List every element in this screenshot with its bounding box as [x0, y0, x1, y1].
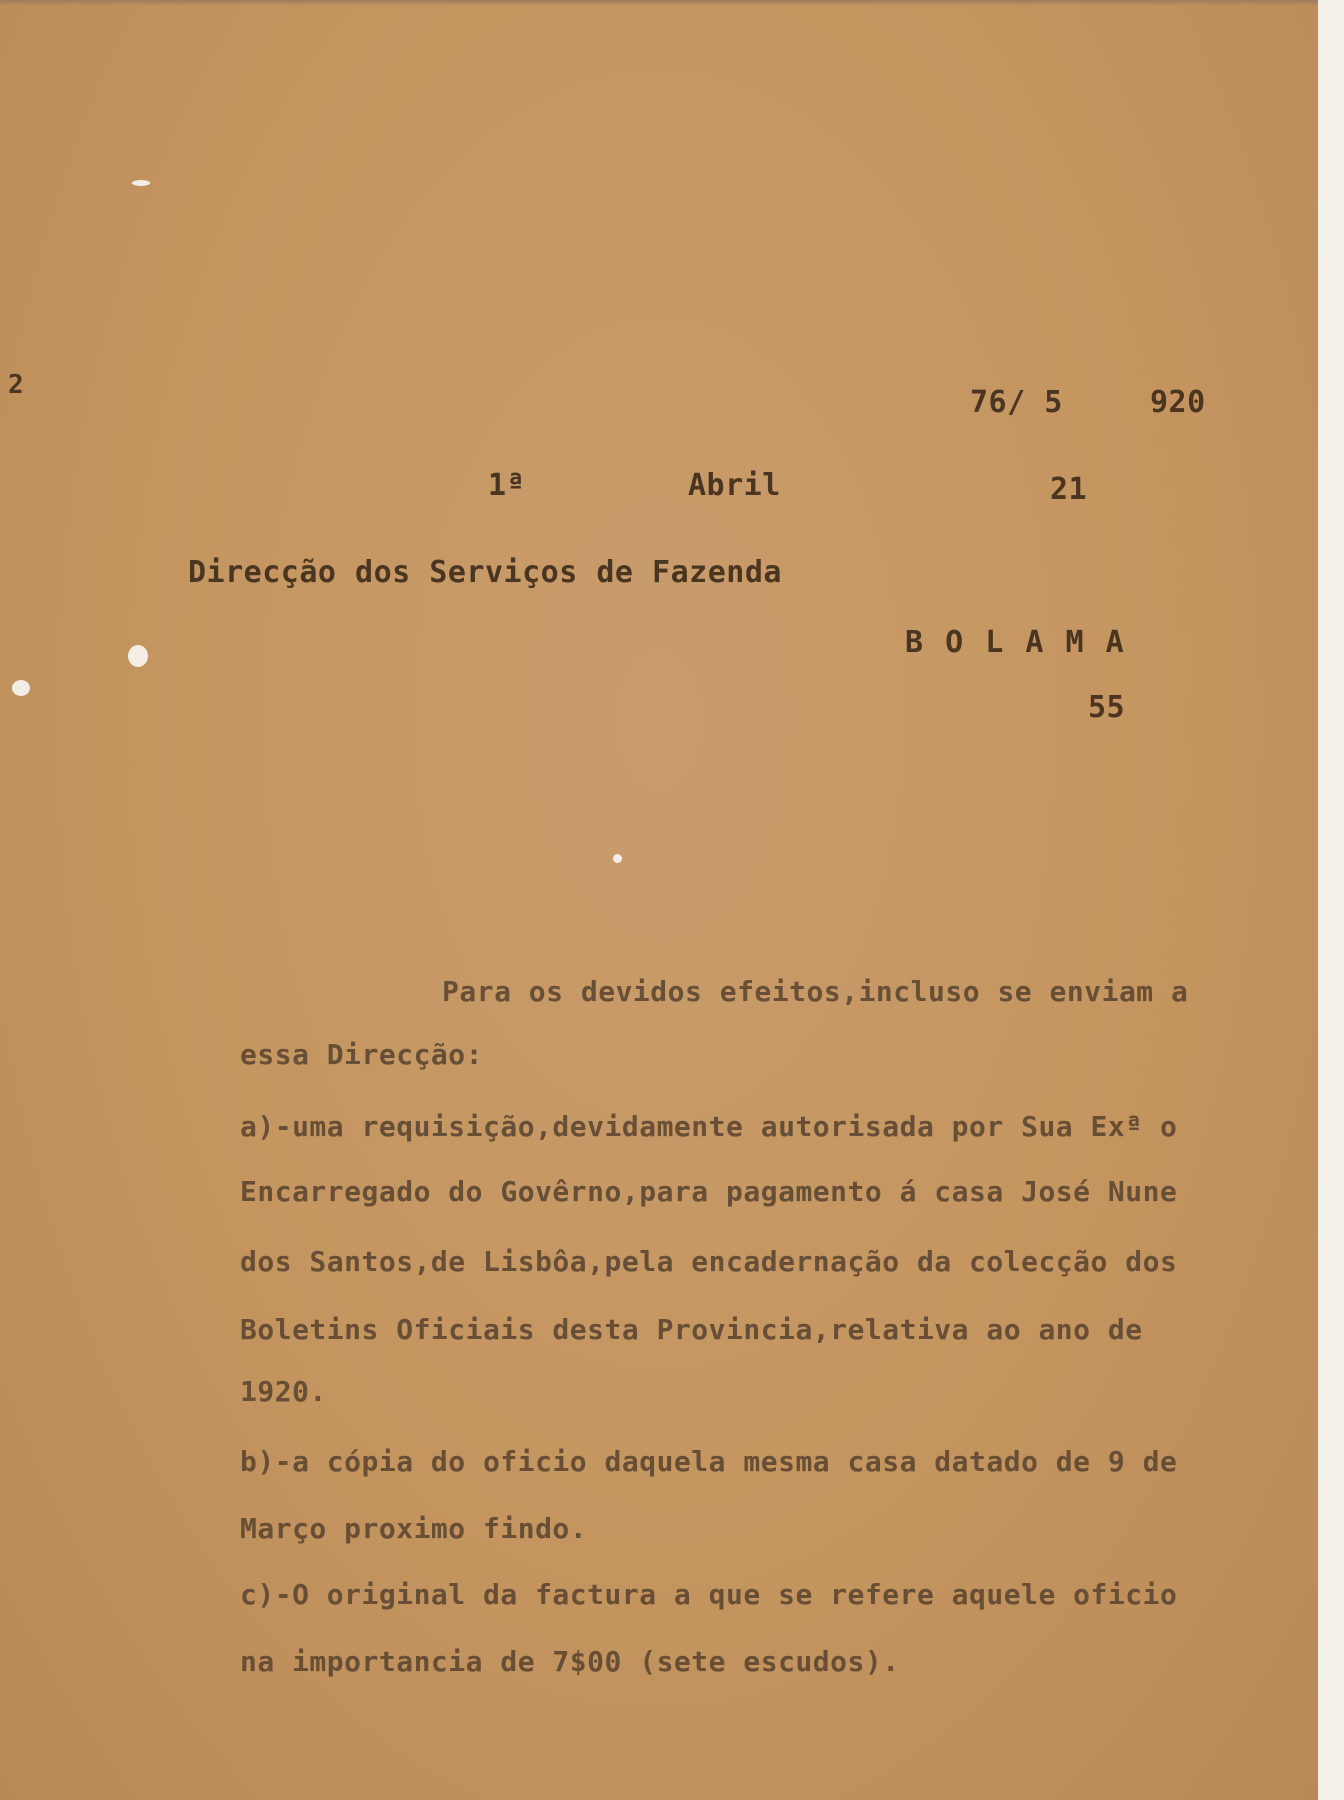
- body-line: c)-O original da factura a que se refere aquele oficio: [240, 1578, 1178, 1611]
- body-line: Para os devidos efeitos,incluso se enviam a: [442, 975, 1189, 1008]
- date-ordinal: 1ª: [488, 468, 526, 503]
- body-line: a)-uma requisição,devidamente autorisada por Sua Exª o: [240, 1110, 1178, 1143]
- body-line: Março proximo findo.: [240, 1512, 588, 1545]
- paper-speck: [613, 854, 622, 863]
- date-month: Abril: [688, 468, 781, 503]
- date-day: 21: [1050, 472, 1088, 507]
- addressee-number: 55: [1088, 690, 1126, 725]
- body-line: Encarregado do Govêrno,para pagamento á casa José Nune: [240, 1175, 1178, 1208]
- body-line: b)-a cópia do oficio daquela mesma casa datado de 9 de: [240, 1445, 1178, 1478]
- margin-number: 2: [8, 370, 25, 400]
- body-line: dos Santos,de Lisbôa,pela encadernação da colecção dos: [240, 1245, 1178, 1278]
- paper-speck: [132, 180, 150, 186]
- year-suffix: 920: [1150, 385, 1206, 420]
- addressee-name: Direcção dos Serviços de Fazenda: [188, 555, 782, 590]
- paper-hole: [12, 680, 30, 696]
- addressee-place: B O L A M A: [905, 625, 1126, 660]
- reference-number: 76/ 5: [970, 385, 1063, 420]
- paper-hole: [128, 645, 148, 667]
- body-line: Boletins Oficiais desta Provincia,relativa ao ano de: [240, 1313, 1143, 1346]
- body-line: essa Direcção:: [240, 1038, 484, 1071]
- body-line: 1920.: [240, 1375, 327, 1408]
- top-edge-shadow: [0, 0, 1318, 6]
- body-line: na importancia de 7$00 (sete escudos).: [240, 1645, 900, 1678]
- page-margin-strip: [1318, 0, 1344, 1800]
